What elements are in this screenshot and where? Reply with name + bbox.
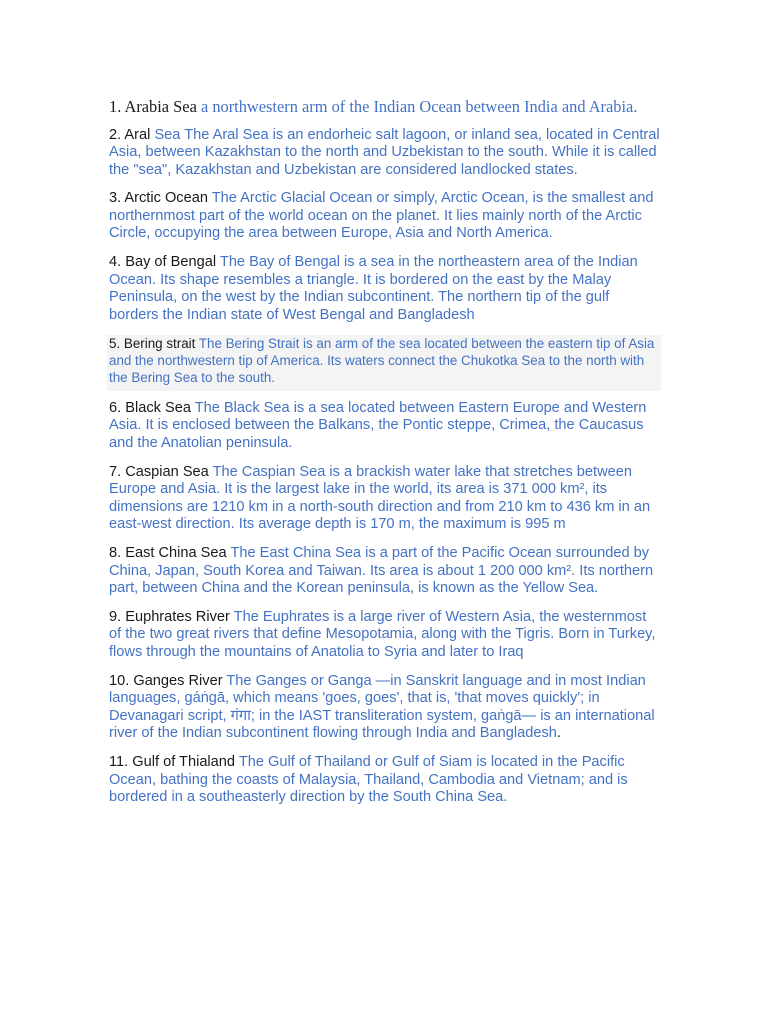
entry-tail: .	[556, 725, 561, 742]
entry-term: 5. Bering strait	[109, 336, 196, 352]
entry-term: 9. Euphrates River	[109, 608, 230, 625]
entry-aral-sea	[109, 127, 661, 180]
entry-term: 3. Arctic Ocean	[109, 190, 208, 207]
entry-term: 1. Arabia Sea	[109, 97, 197, 116]
entry-definition: The Euphrates is a large river of Western Asia, the westernmost of the two great rivers that define Mesopotamia, along with the Tigris. Born in Turkey, flows through the mountains of Anatolia to Syria and later to Iraq	[109, 608, 656, 660]
entry-arctic-ocean	[109, 190, 661, 243]
entry-caspian-sea	[109, 464, 661, 534]
entry-definition: The Caspian Sea is a brackish water lake that stretches between Europe and Asia. It is the largest lake in the world, its area is 371 000 km², its dimensions are 1210 km in a north-south direction and from 210 km to 436 km in an east-west direction. Its average depth is 170 m, the maximum is 995 m	[109, 463, 651, 533]
entry-definition: The Gulf of Thailand or Gulf of Siam is located in the Pacific Ocean, bathing the coasts of Malaysia, Thailand, Cambodia and Vietnam; and is bordered in a southeasterly direction by the South China Sea.	[109, 753, 628, 806]
entry-arabia-sea	[109, 97, 661, 117]
entry-term: 7. Caspian Sea	[109, 463, 209, 480]
entry-term: 4. Bay of Bengal	[109, 254, 217, 271]
entry-term: 11. Gulf of Thialand	[109, 753, 236, 770]
entry-definition: The Arctic Glacial Ocean or simply, Arctic Ocean, is the smallest and northernmost part of the world ocean on the planet. It lies mainly north of the Arctic Circle, occupying the area between Europe, Asia and North America.	[109, 190, 654, 242]
entry-term: 2. Aral	[109, 126, 151, 143]
entry-ganges-river	[109, 673, 661, 743]
document-page	[109, 97, 661, 818]
entry-definition: The Bering Strait is an arm of the sea located between the eastern tip of Asia and the northwestern tip of America. Its waters connect the Chukotka Sea to the north with the Bering Sea to the south.	[109, 336, 655, 386]
entry-east-china-sea	[109, 545, 661, 598]
entry-definition: The East China Sea is a part of the Pacific Ocean surrounded by China, Japan, South Korea and Taiwan. Its area is about 1 200 000 km². Its northern part, between China and the Korean peninsula, is known as the Yellow Sea.	[109, 544, 654, 597]
entry-definition: The Black Sea is a sea located between Eastern Europe and Western Asia. It is enclosed between the Balkans, the Pontic steppe, Crimea, the Caucasus and the Anatolian peninsula.	[109, 399, 647, 452]
entry-gulf-of-thailand	[109, 754, 661, 807]
entry-euphrates-river	[109, 609, 661, 662]
entry-definition: Sea The Aral Sea is an endorheic salt lagoon, or inland sea, located in Central Asia, between Kazakhstan to the north and Uzbekistan to the south. While it is called the "sea", Kazakhstan and Uzbekistan are considered landlocked states.	[109, 126, 660, 178]
entry-term: 10. Ganges River	[109, 672, 223, 689]
entry-term: 8. East China Sea	[109, 544, 227, 561]
entry-definition: The Ganges or Ganga —in Sanskrit language and in most Indian languages, gáṅgā, which means 'goes, goes', that is, 'that moves quickly'; in Devanagari script, गंगा; in the IAST transliteration system, gaṅgā— is an international river of the Indian subcontinent flowing through India and Bangladesh	[109, 672, 655, 742]
entry-black-sea	[109, 400, 661, 453]
entry-bay-of-bengal	[109, 254, 661, 324]
entry-bering-strait	[107, 335, 661, 390]
entry-term: 6. Black Sea	[109, 399, 191, 416]
entry-definition: The Bay of Bengal is a sea in the northeastern area of the Indian Ocean. Its shape resembles a triangle. It is bordered on the east by the Malay Peninsula, on the west by the Indian subcontinent. The northern tip of the gulf borders the Indian state of West Bengal and Bangladesh	[109, 254, 638, 323]
entry-definition: a northwestern arm of the Indian Ocean between India and Arabia.	[200, 97, 638, 116]
